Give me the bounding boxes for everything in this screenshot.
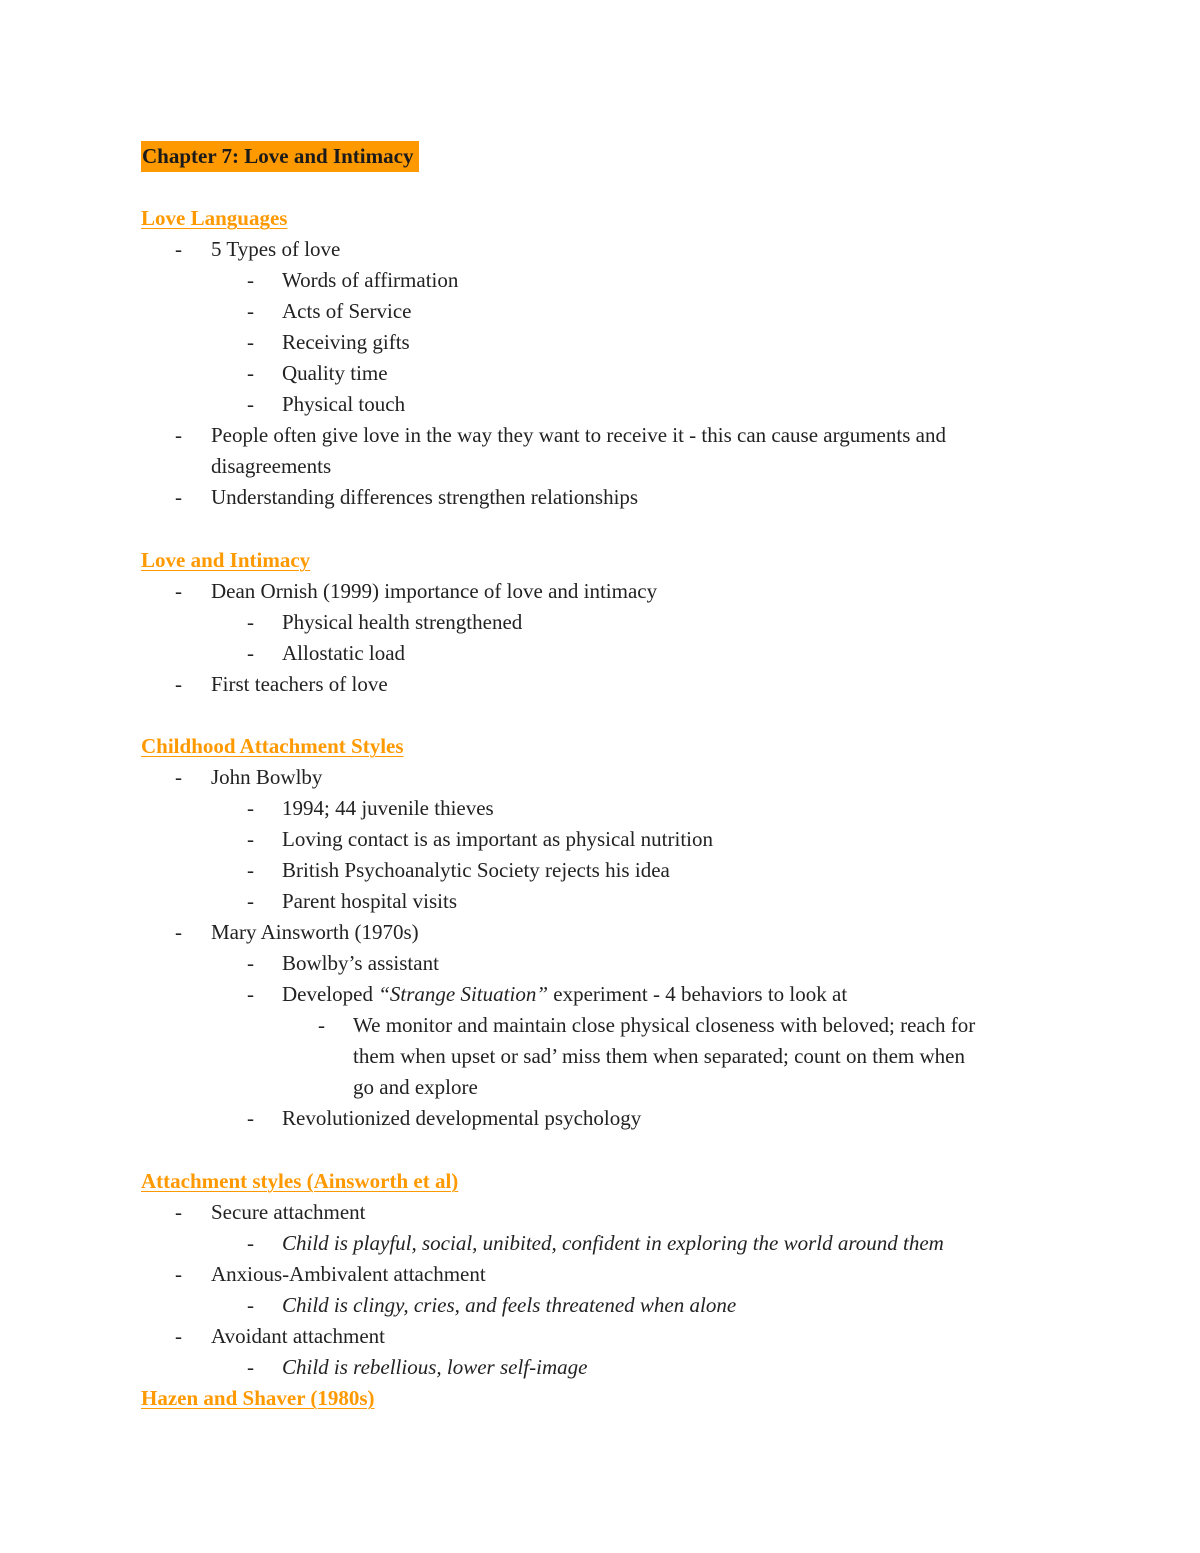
list-item-text: Bowlby’s assistant [282,951,439,975]
list-item-text: British Psychoanalytic Society rejects his idea [282,858,670,882]
bullet-dash: - [247,827,254,851]
bullet-dash: - [318,1013,325,1037]
list-item [0,669,1200,700]
list-item-text: Quality time [282,361,388,385]
bullet-dash: - [247,951,254,975]
bullet-dash: - [175,423,182,447]
list-item-text: Secure attachment [211,1200,366,1224]
list-item [0,296,1200,327]
bullet-dash: - [247,299,254,323]
bullet-dash: - [247,1106,254,1130]
list-item [0,979,1200,1010]
bullet-dash: - [175,1200,182,1224]
section-heading-love-languages: Love Languages [141,206,288,230]
list-item [0,762,1200,793]
list-item-text: go and explore [353,1075,478,1099]
list-item-text: them when upset or sad’ miss them when separated; count on them when [353,1044,965,1068]
bullet-dash: - [247,1355,254,1379]
bullet-dash: - [175,485,182,509]
bullet-dash: - [247,330,254,354]
bullet-dash: - [175,1262,182,1286]
list-item [0,1290,1200,1321]
bullet-dash: - [247,1231,254,1255]
list-item-text: First teachers of love [211,672,388,696]
list-item [0,855,1200,886]
list-item [0,607,1200,638]
list-item-text: John Bowlby [211,765,323,789]
list-item [0,1197,1200,1228]
bullet-dash: - [175,237,182,261]
list-item-text: Child is clingy, cries, and feels threatened when alone [282,1293,737,1317]
list-item-text: Understanding differences strengthen relationships [211,485,639,509]
list-item [0,327,1200,358]
list-item-text [282,979,847,1010]
section-heading-love-and-intimacy: Love and Intimacy [141,548,311,572]
list-item-text: We monitor and maintain close physical closeness with beloved; reach for [353,1013,976,1037]
bullet-dash: - [247,610,254,634]
list-item [0,1352,1200,1383]
bullet-dash: - [175,672,182,696]
bullet-dash: - [175,920,182,944]
bullet-dash: - [247,641,254,665]
list-item-text: Words of affirmation [282,268,459,292]
list-item [0,420,1200,451]
bullet-dash: - [175,579,182,603]
text-run: Developed [282,982,379,1006]
list-item [0,1259,1200,1290]
section-heading-attachment-styles: Attachment styles (Ainsworth et al) [141,1169,459,1193]
list-item-text: Loving contact is as important as physical nutrition [282,827,714,851]
list-item-text: Anxious-Ambivalent attachment [211,1262,486,1286]
list-item [0,1103,1200,1134]
list-item [0,824,1200,855]
bullet-dash: - [247,392,254,416]
list-item-continuation [0,1072,1200,1103]
list-item [0,948,1200,979]
list-item [0,265,1200,296]
bullet-dash: - [175,765,182,789]
page-title: Chapter 7: Love and Intimacy [141,141,419,172]
list-item [0,638,1200,669]
list-item-text: Dean Ornish (1999) importance of love and intimacy [211,579,658,603]
bullet-dash: - [247,268,254,292]
list-item [0,793,1200,824]
list-item-text: People often give love in the way they want to receive it - this can cause arguments and [211,423,946,447]
bullet-dash: - [175,1324,182,1348]
list-item-text: Physical touch [282,392,406,416]
list-item-text: Mary Ainsworth (1970s) [211,920,419,944]
list-item [0,482,1200,513]
list-item [0,1228,1200,1259]
list-item-text: 1994; 44 juvenile thieves [282,796,494,820]
text-run: experiment - 4 behaviors to look at [548,982,848,1006]
list-item-text: 5 Types of love [211,237,341,261]
bullet-dash: - [247,858,254,882]
list-item [0,358,1200,389]
bullet-dash: - [247,796,254,820]
list-item-text: Acts of Service [282,299,412,323]
bullet-dash: - [247,982,254,1006]
bullet-dash: - [247,1293,254,1317]
list-item-continuation [0,451,1200,482]
list-item-text: Revolutionized developmental psychology [282,1106,642,1130]
list-item [0,1321,1200,1352]
text-run-italic: “Strange Situation” [378,982,548,1006]
list-item-text: Child is playful, social, unibited, confident in exploring the world around them [282,1231,944,1255]
list-item-text: disagreements [211,454,332,478]
list-item-continuation [0,1041,1200,1072]
bullet-dash: - [247,361,254,385]
list-item [0,234,1200,265]
list-item-text: Physical health strengthened [282,610,523,634]
list-item-text: Child is rebellious, lower self-image [282,1355,588,1379]
bullet-dash: - [247,889,254,913]
list-item-text: Parent hospital visits [282,889,457,913]
list-item [0,917,1200,948]
list-item [0,886,1200,917]
list-item-text: Receiving gifts [282,330,410,354]
list-item-text: Avoidant attachment [211,1324,385,1348]
list-item [0,576,1200,607]
section-heading-childhood-attachment: Childhood Attachment Styles [141,734,404,758]
list-item-text: Allostatic load [282,641,406,665]
list-item [0,389,1200,420]
list-item [0,1010,1200,1041]
section-heading-hazen-shaver: Hazen and Shaver (1980s) [141,1386,375,1410]
